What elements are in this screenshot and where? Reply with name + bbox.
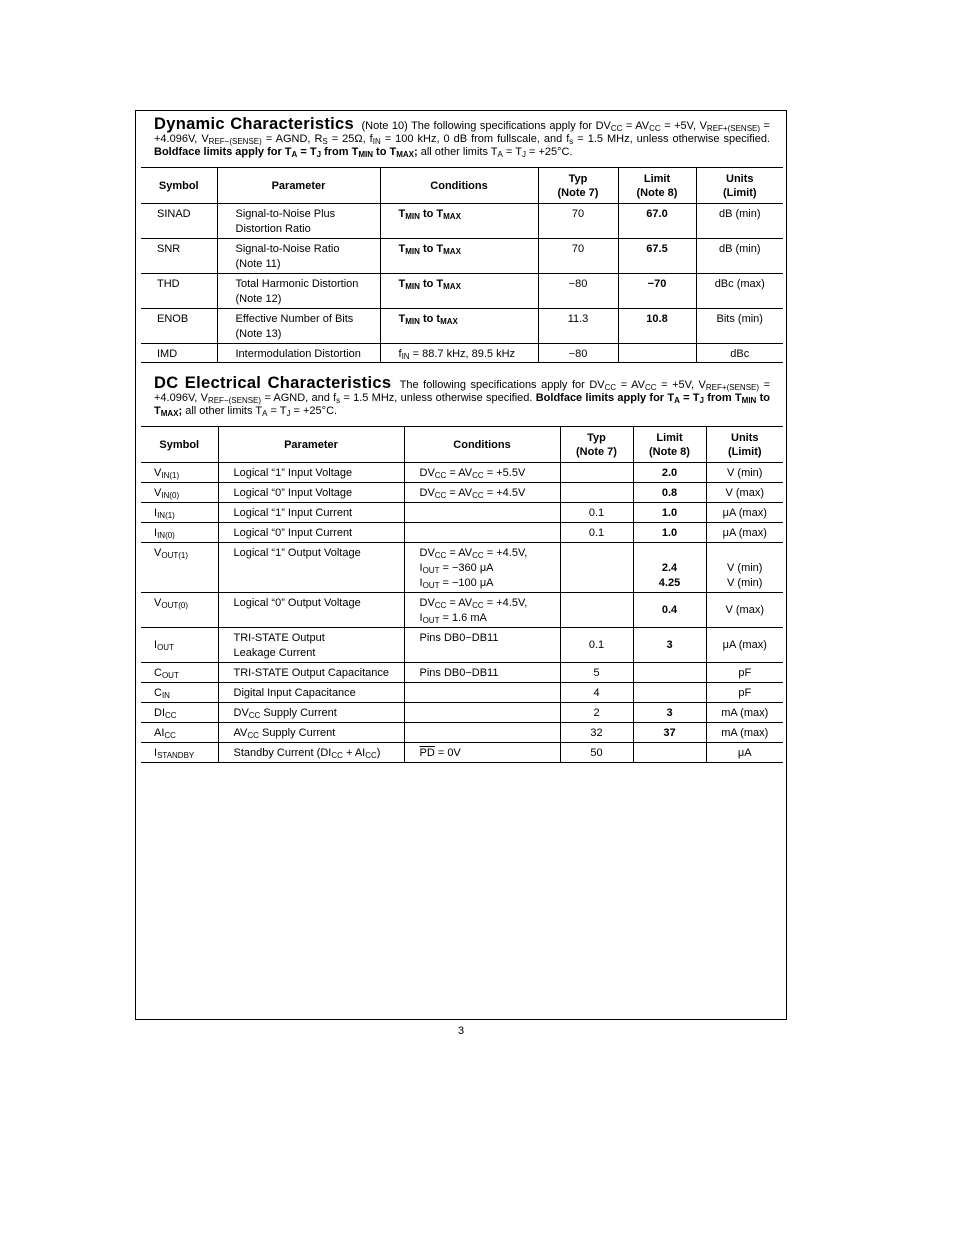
col-parameter: Parameter <box>217 168 380 204</box>
dc-table <box>141 426 783 763</box>
table-row: $C_{IN}$ Digital Input Capacitance 4 pF <box>141 683 783 703</box>
col-symbol: Symbol <box>141 168 217 204</box>
table-row: $V_{IN(0)}$ Logical “0” Input Voltage $DV_{CC} = AV_{CC} = +4.5V$ 0.8 V (max) <box>141 483 783 503</box>
table-row: $C_{OUT}$ TRI-STATE Output Capacitance Pins DB0−DB11 5 pF <box>141 663 783 683</box>
dynamic-title: Dynamic Characteristics <box>154 115 354 133</box>
table-row: $I_{STANDBY}$ Standby Current $(DI_{CC} + AI_{CC})$ $\overline{PD} = 0V$ 50 μA <box>141 743 783 763</box>
table-row: $I_{OUT}$ TRI-STATE Output Leakage Current Pins DB0−DB11 0.1 3 μA (max) <box>141 628 783 663</box>
table-row: ENOB Effective Number of Bits (Note 13) $T_{MIN}$ to $t_{MAX}$ 11.3 10.8 Bits (min) <box>141 309 783 344</box>
col-typ: Typ (Note 7) <box>538 168 618 204</box>
col-conditions: Conditions <box>380 168 538 204</box>
col-units: Units (Limit) <box>706 427 783 463</box>
col-symbol: Symbol <box>141 427 218 463</box>
dynamic-heading: Dynamic Characteristics (Note 10) The following specifications apply for $DV_{CC} = AV_{CC} = +5V$, $V_{REF+(SENSE)} = +4.096V$, $V_{REF-(SENSE)}$ = AGND, $R_S = 25\Omega$, $f_{IN} = 100$ kHz, 0 dB from fullscale, and $f_s = 1.5$ MHz, unless otherwise specified. Boldface limits apply for $T_A = T_J$ from $T_{MIN}$ to $T_{MAX}$; all other limits $T_A = T_J = +25^\circ C$. <box>154 115 770 159</box>
dynamic-table <box>141 167 783 363</box>
dc-title: DC Electrical Characteristics <box>154 374 392 392</box>
col-units: Units (Limit) <box>696 168 783 204</box>
table-row: $AI_{CC}$ $AV_{CC}$ Supply Current 32 37 mA (max) <box>141 723 783 743</box>
table-row: $I_{IN(0)}$ Logical “0” Input Current 0.1 1.0 μA (max) <box>141 523 783 543</box>
table-row: IMD Intermodulation Distortion $f_{IN} = 88.7$ kHz, 89.5 kHz −80 dBc <box>141 344 783 363</box>
col-parameter: Parameter <box>218 427 404 463</box>
table-row: $V_{OUT(1)}$ Logical “1” Output Voltage $DV_{CC} = AV_{CC} = +4.5V$, $I_{OUT} = -360$ μA $I_{OUT} = -100$ μA 2.4 4.25 V (min) V (min) <box>141 543 783 593</box>
table-row: $DI_{CC}$ $DV_{CC}$ Supply Current 2 3 mA (max) <box>141 703 783 723</box>
table-row: SNR Signal-to-Noise Ratio (Note 11) $T_{MIN}$ to $T_{MAX}$ 70 67.5 dB (min) <box>141 239 783 274</box>
page-number: 3 <box>457 1025 465 1037</box>
table-row: $V_{OUT(0)}$ Logical “0” Output Voltage $DV_{CC} = AV_{CC} = +4.5V$, $I_{OUT} = 1.6$ mA 0.4 V (max) <box>141 593 783 628</box>
table-row: $V_{IN(1)}$ Logical “1” Input Voltage $DV_{CC} = AV_{CC} = +5.5V$ 2.0 V (min) <box>141 463 783 483</box>
dc-heading: DC Electrical Characteristics The following specifications apply for $DV_{CC} = AV_{CC} = +5V$, $V_{REF+(SENSE)} = +4.096V$, $V_{REF-(SENSE)}$ = AGND, and $f_s = 1.5$ MHz, unless otherwise specified. Boldface limits apply for $T_A = T_J$ from $T_{MIN}$ to $T_{MAX}$; all other limits $T_A = T_J = +25^\circ C$. <box>154 374 771 418</box>
table-row: $I_{IN(1)}$ Logical “1” Input Current 0.1 1.0 μA (max) <box>141 503 783 523</box>
table-row: THD Total Harmonic Distortion (Note 12) $T_{MIN}$ to $T_{MAX}$ −80 −70 dBc (max) <box>141 274 783 309</box>
col-limit: Limit (Note 8) <box>618 168 696 204</box>
col-conditions: Conditions <box>404 427 560 463</box>
col-typ: Typ (Note 7) <box>560 427 633 463</box>
col-limit: Limit (Note 8) <box>633 427 706 463</box>
table-row: SINAD Signal-to-Noise Plus Distortion Ratio $T_{MIN}$ to $T_{MAX}$ 70 67.0 dB (min) <box>141 204 783 239</box>
